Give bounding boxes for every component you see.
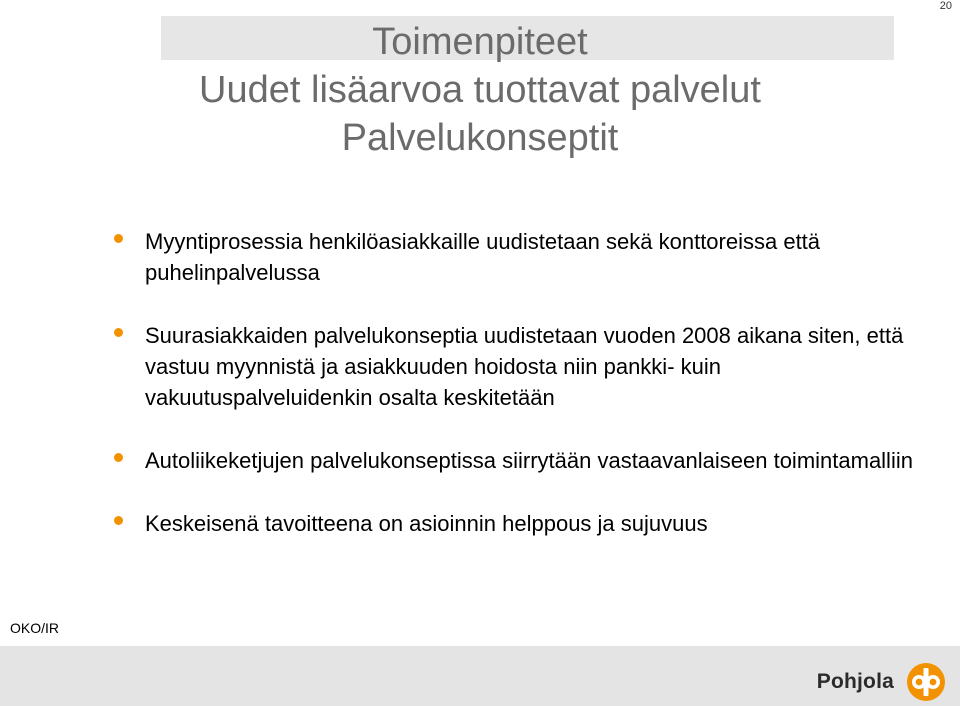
footer-band [0, 646, 960, 706]
bullet-item [114, 226, 914, 288]
bullet-item [114, 508, 914, 539]
bullet-text: Keskeisenä tavoitteena on asioinnin helppous ja sujuvuus [145, 511, 708, 536]
bullet-item [114, 320, 914, 413]
pohjola-logo [817, 662, 946, 702]
bullet-list [114, 226, 914, 539]
title-line-1: Toimenpiteet [372, 21, 588, 63]
slide-title [0, 18, 960, 162]
footer-code: OKO/IR [10, 620, 60, 636]
title-line-3: Palvelukonseptit [341, 117, 619, 159]
bullet-dot-icon [114, 516, 123, 525]
bullet-dot-icon [114, 328, 123, 337]
page-number: 20 [939, 0, 952, 12]
title-line-2: Uudet lisäarvoa tuottavat palvelut [199, 69, 761, 111]
bullet-text: Autoliikeketjujen palvelukonseptissa siirrytään vastaavanlaiseen toimintamalliin [145, 448, 913, 473]
logo-text: Pohjola [816, 670, 894, 693]
bullet-dot-icon [114, 234, 123, 243]
bullet-item [114, 445, 914, 476]
bullet-dot-icon [114, 453, 123, 462]
pohjola-logo-icon [906, 662, 946, 702]
bullet-text: Suurasiakkaiden palvelukonseptia uudistetaan vuoden 2008 aikana siten, että vastuu myynnistä ja asiakkuuden hoidosta niin pankki- kuin vakuutuspalveluidenkin osalta keskitetään [145, 323, 904, 410]
bullet-text: Myyntiprosessia henkilöasiakkaille uudistetaan sekä konttoreissa että puhelinpalvelussa [145, 229, 821, 285]
